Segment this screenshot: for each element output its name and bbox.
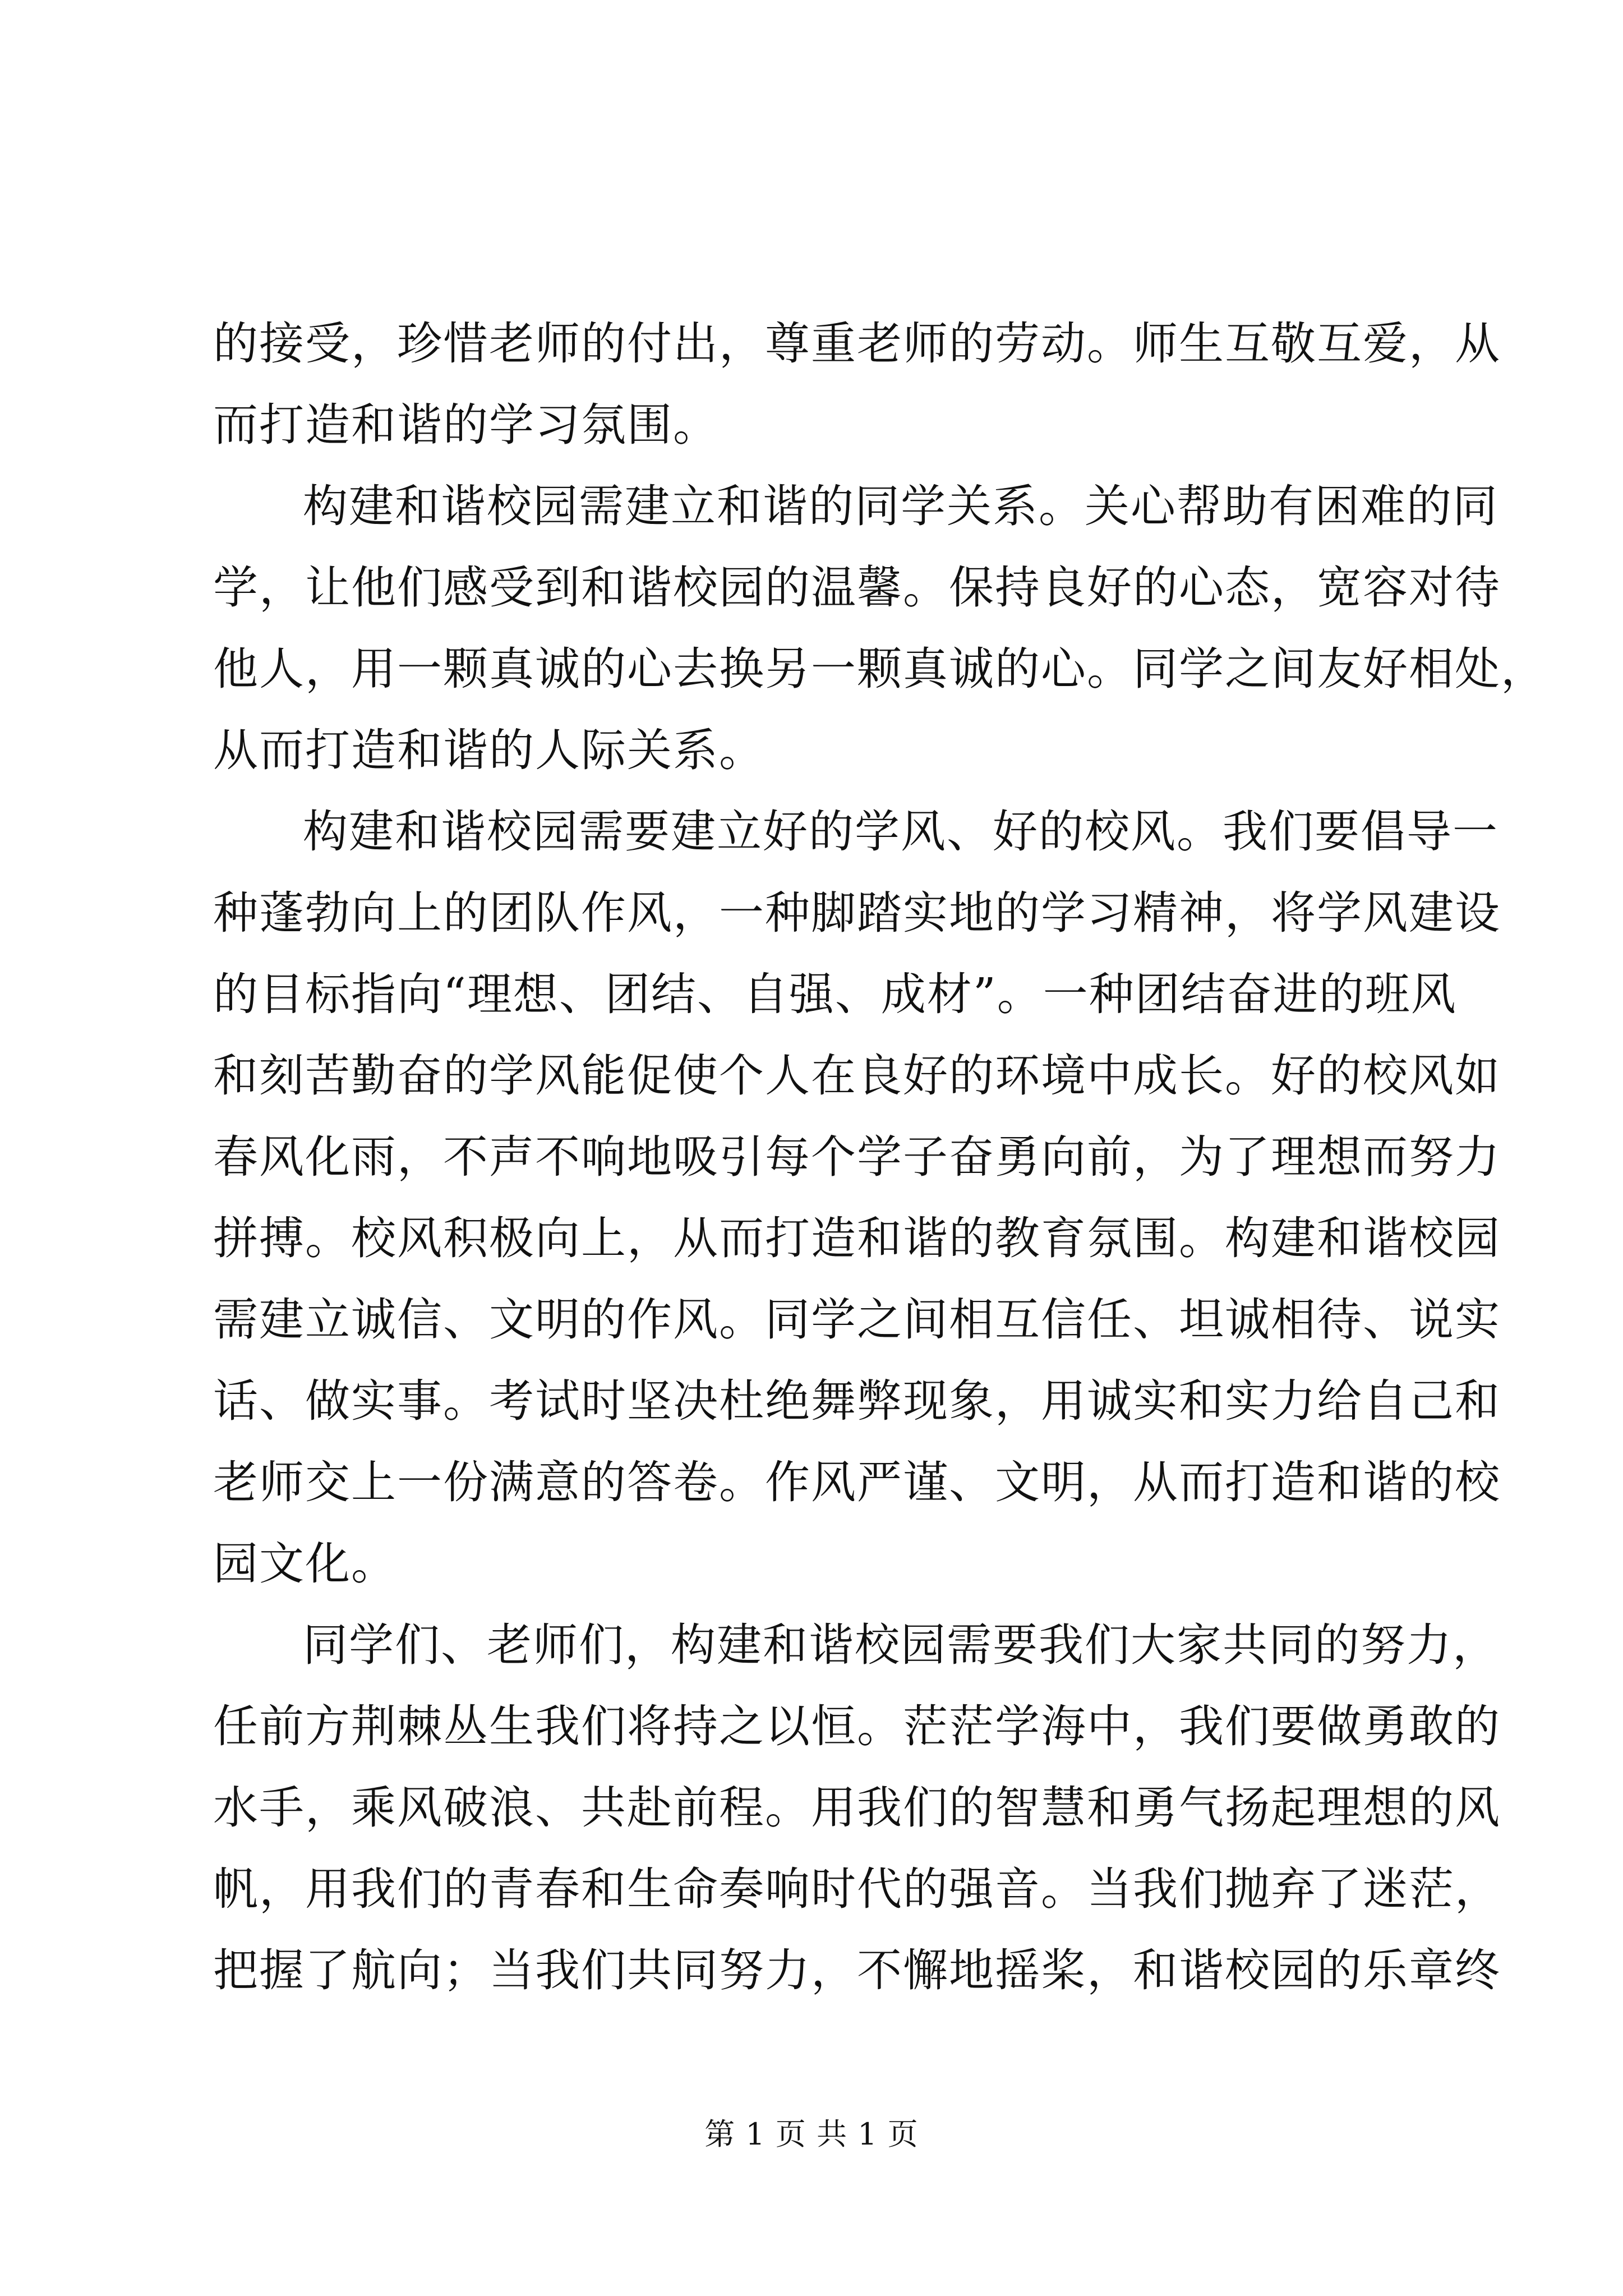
text-line: 话、做实事。考试时坚决杜绝舞弊现象，用诚实和实力给自己和 xyxy=(213,1375,1501,1427)
text-line: 春风化雨，不声不响地吸引每个学子奋勇向前，为了理想而努力 xyxy=(213,1131,1501,1183)
text-line: 学，让他们感受到和谐校园的温馨。保持良好的心态，宽容对待 xyxy=(213,562,1501,614)
paragraph-first-line: 同学们、老师们，构建和谐校园需要我们大家共同的努力， xyxy=(303,1619,1498,1671)
body-text xyxy=(213,303,1547,2011)
text-line: 把握了航向；当我们共同努力，不懈地摇桨，和谐校园的乐章终 xyxy=(213,1944,1501,1996)
text-line: 的接受，珍惜老师的付出，尊重老师的劳动。师生互敬互爱，从 xyxy=(213,318,1501,370)
text-line: 水手，乘风破浪、共赴前程。用我们的智慧和勇气扬起理想的风 xyxy=(213,1782,1501,1834)
paragraph-first-line: 构建和谐校园需要建立好的学风、好的校风。我们要倡导一 xyxy=(303,806,1498,858)
text-line: 园文化。 xyxy=(213,1538,397,1590)
text-line: 帆，用我们的青春和生命奏响时代的强音。当我们抛弃了迷茫， xyxy=(213,1863,1501,1915)
text-line: 从而打造和谐的人际关系。 xyxy=(213,724,765,776)
text-line: 种蓬勃向上的团队作风，一种脚踏实地的学习精神，将学风建设 xyxy=(213,887,1501,939)
text-line: 需建立诚信、文明的作风。同学之间相互信任、坦诚相待、说实 xyxy=(213,1294,1501,1346)
text-line: 的目标指向“理想、团结、自强、成材”。一种团结奋进的班风 xyxy=(213,968,1457,1020)
text-line: 老师交上一份满意的答卷。作风严谨、文明，从而打造和谐的校 xyxy=(213,1456,1501,1508)
text-line: 任前方荆棘丛生我们将持之以恒。茫茫学海中，我们要做勇敢的 xyxy=(213,1700,1501,1752)
text-line: 拼搏。校风积极向上，从而打造和谐的教育氛围。构建和谐校园 xyxy=(213,1212,1501,1264)
text-line: 他人，用一颗真诚的心去换另一颗真诚的心。同学之间友好相处， xyxy=(213,643,1547,695)
page-footer xyxy=(0,2115,1623,2154)
text-line: 和刻苦勤奋的学风能促使个人在良好的环境中成长。好的校风如 xyxy=(213,1050,1501,1102)
paragraph-first-line: 构建和谐校园需建立和谐的同学关系。关心帮助有困难的同 xyxy=(303,480,1498,532)
text-line: 而打造和谐的学习氛围。 xyxy=(213,399,719,451)
page-number-label: 第 1 页 共 1 页 xyxy=(704,2116,919,2152)
